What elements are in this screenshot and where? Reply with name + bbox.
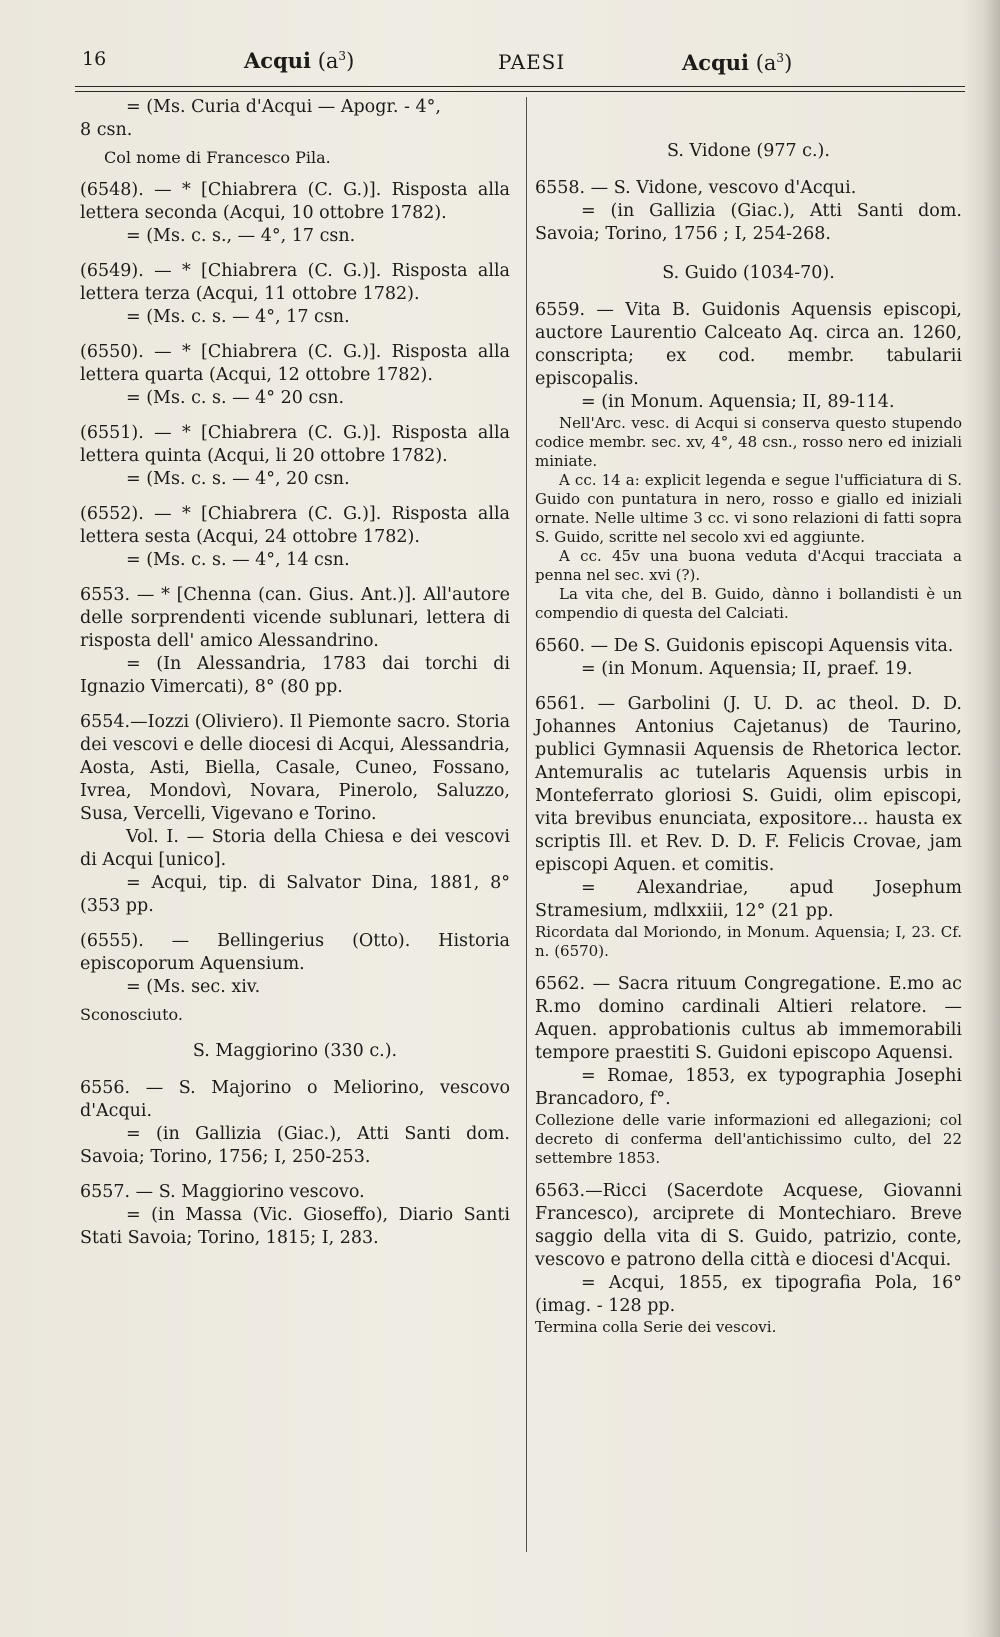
- column-divider: [526, 97, 527, 1552]
- header-left-title: Acqui $(a^3)$: [244, 48, 355, 73]
- entry-imprint: = (in Massa (Vic. Gioseffo), Diario Santi Stati Savoia; Torino, 1815; I, 283.: [80, 1205, 510, 1248]
- entry-imprint: = (Ms. sec. xiv.: [126, 977, 261, 997]
- entry-6550: [80, 341, 510, 410]
- entry-imprint: = (Ms. c. s. — 4° 20 csn.: [126, 388, 345, 408]
- entry-head: 6556. — S. Majorino o Meliorino, vescovo d'Acqui.: [80, 1078, 510, 1121]
- entry-6552: [80, 503, 510, 572]
- entry-head: (6555). — Bellingerius (Otto). Historia episcoporum Aquensium.: [80, 931, 510, 974]
- entry-head: (6551). — * [Chiabrera (C. G.)]. Risposta alla lettera quinta (Acqui, li 20 ottobre 1782).: [80, 423, 510, 466]
- entry-6556: [80, 1077, 510, 1169]
- entry-imprint: = Acqui, tip. di Salvator Dina, 1881, 8° (353 pp.: [80, 873, 510, 916]
- section-heading-vidone: S. Vidone (977 c.).: [667, 141, 830, 161]
- entry-6553: [80, 584, 510, 699]
- entry-6563: [535, 1180, 962, 1337]
- entry-head: 6563.—Ricci (Sacerdote Acquese, Giovanni Francesco), arciprete di Montechiaro. Breve saggio della vita di S. Guido, patrizio, conte, vescovo e patrono della città e diocesi d'Acqui.: [535, 1181, 962, 1270]
- entry-imprint: = Acqui, 1855, ex tipografia Pola, 16° (imag. - 128 pp.: [535, 1273, 962, 1316]
- entry-6557: [80, 1181, 510, 1250]
- header-rule-top: [75, 86, 965, 87]
- entry-head: (6548). — * [Chiabrera (C. G.)]. Risposta alla lettera seconda (Acqui, 10 ottobre 1782).: [80, 180, 510, 223]
- entry-head: 6562. — Sacra rituum Congregatione. E.mo ac R.mo domino cardinali Altieri relatore. — Aquen. approbationis cultus ab immemorabili tempore praestiti S. Guidoni episcopo Aquensi.: [535, 974, 962, 1063]
- entry-head: (6550). — * [Chiabrera (C. G.)]. Risposta alla lettera quarta (Acqui, 12 ottobre 1782).: [80, 342, 510, 385]
- entry-head: 6554.—Iozzi (Oliviero). Il Piemonte sacro. Storia dei vescovi e delle diocesi di Acqui, Alessandria, Aosta, Asti, Biella, Casale, Cuneo, Fossano, Ivrea, Mondovì, Novara, Pinerolo, Saluzzo, Susa, Vercelli, Vigevano e Torino.: [80, 712, 510, 824]
- entry-6554: [80, 711, 510, 918]
- entry-imprint: = (Ms. c. s. — 4°, 20 csn.: [126, 469, 350, 489]
- entry-imprint: = (Ms. c. s., — 4°, 17 csn.: [126, 226, 356, 246]
- entry-6561: [535, 693, 962, 961]
- entry-head: (6549). — * [Chiabrera (C. G.)]. Risposta alla lettera terza (Acqui, 11 ottobre 1782).: [80, 261, 510, 304]
- entry-head: 6561. — Garbolini (J. U. D. ac theol. D. D. Johannes Antonius Cajetanus) de Taurino, publici Gymnasii Aquensis de Rhetorica lector. Antemuralis ac tutelaris Aquensis urbis in Monteferrato gloriosi S. Guidi, olim episcopi, vita brevibus enunciata, expositore... hausta ex scriptis Ill. et Rev. D. D. F. Felicis Crovae, jam episcopi Aquen. et comitis.: [535, 694, 962, 875]
- entry-head: 6559. — Vita B. Guidonis Aquensis episcopi, auctore Laurentio Calceato Aq. circa an. 1260, conscripta; ex cod. membr. tabularii episcopalis.: [535, 300, 962, 389]
- left-column: [80, 96, 510, 1262]
- entry-imprint: = (In Alessandria, 1783 dai torchi di Ignazio Vimercati), 8° (80 pp.: [80, 654, 510, 697]
- entry-6555: [80, 930, 510, 1024]
- section-heading-maggiorino: S. Maggiorino (330 c.).: [192, 1041, 398, 1061]
- entry-imprint: = Romae, 1853, ex typographia Josephi Brancadoro, f°.: [535, 1066, 962, 1109]
- entry-line: = (Ms. Curia d'Acqui — Apogr. - 4°,: [126, 97, 441, 117]
- entry-head: 6553. — * [Chenna (can. Gius. Ant.)]. All'autore delle sorprendenti vicende sublunari, lettera di risposta dell' amico Alessandrino.: [80, 585, 510, 651]
- header-right-title: Acqui $(a^3)$: [682, 50, 793, 75]
- entry-6551: [80, 422, 510, 491]
- entry-note: Col nome di Francesco Pila.: [104, 148, 331, 167]
- entry-note: Termina colla Serie dei vescovi.: [535, 1318, 777, 1336]
- entry-imprint: = (in Gallizia (Giac.), Atti Santi dom. Savoia; Torino, 1756; I, 250-253.: [80, 1124, 510, 1167]
- entry-imprint: = (in Monum. Aquensia; II, praef. 19.: [581, 659, 913, 679]
- entry-6558: [535, 177, 962, 246]
- right-column: [535, 96, 962, 1349]
- entry-note: A cc. 14 a: explicit legenda e segue l'ufficiatura di S. Guido con puntatura in nero, rosso e giallo ed iniziali ornate. Nelle ultime 3 cc. vi sono relazioni di fatti sopra S. Guido, scritte nel secolo xvi ed aggiunte.: [535, 471, 962, 546]
- entry-head: 6557. — S. Maggiorino vescovo.: [80, 1182, 365, 1202]
- entry-imprint: = Alexandriae, apud Josephum Stramesium, mdlxxiii, 12° (21 pp.: [535, 878, 962, 921]
- entry-note: Nell'Arc. vesc. di Acqui si conserva questo stupendo codice membr. sec. xv, 4°, 48 csn., rosso nero ed iniziali miniate.: [535, 414, 962, 470]
- entry-continuation: [80, 96, 510, 142]
- page-number: 16: [82, 48, 107, 70]
- entry-line: 8 csn.: [80, 120, 133, 140]
- entry-imprint: = (in Gallizia (Giac.), Atti Santi dom. Savoia; Torino, 1756 ; I, 254-268.: [535, 201, 962, 244]
- entry-6562: [535, 973, 962, 1168]
- entry-note: Ricordata dal Moriondo, in Monum. Aquensia; I, 23. Cf. n. (6570).: [535, 923, 962, 960]
- entry-6549: [80, 260, 510, 329]
- entry-note: La vita che, del B. Guido, dànno i bollandisti è un compendio di questa del Calciati.: [535, 585, 962, 622]
- entry-note: Collezione delle varie informazioni ed allegazioni; col decreto di conferma dell'antichissimo culto, del 22 settembre 1853.: [535, 1111, 962, 1167]
- entry-note: A cc. 45v una buona veduta d'Acqui tracciata a penna nel sec. xvi (?).: [535, 547, 962, 584]
- header-center-title: PAESI: [498, 50, 566, 74]
- entry-imprint: = (in Monum. Aquensia; II, 89-114.: [581, 392, 895, 412]
- section-heading-guido: S. Guido (1034-70).: [662, 263, 835, 283]
- entry-volume: Vol. I. — Storia della Chiesa e dei vescovi di Acqui [unico].: [80, 827, 510, 870]
- entry-head: 6560. — De S. Guidonis episcopi Aquensis vita.: [535, 636, 954, 656]
- entry-imprint: = (Ms. c. s. — 4°, 14 csn.: [126, 550, 350, 570]
- entry-imprint: = (Ms. c. s. — 4°, 17 csn.: [126, 307, 350, 327]
- entry-6560: [535, 635, 962, 681]
- entry-head: (6552). — * [Chiabrera (C. G.)]. Risposta alla lettera sesta (Acqui, 24 ottobre 1782).: [80, 504, 510, 547]
- entry-head: 6558. — S. Vidone, vescovo d'Acqui.: [535, 178, 857, 198]
- entry-note: Sconosciuto.: [80, 1005, 183, 1024]
- entry-6559: [535, 299, 962, 623]
- header-rule-bottom: [75, 91, 965, 92]
- running-header: [0, 36, 1000, 76]
- entry-6548: [80, 179, 510, 248]
- page-edge-shadow: [962, 0, 1000, 1637]
